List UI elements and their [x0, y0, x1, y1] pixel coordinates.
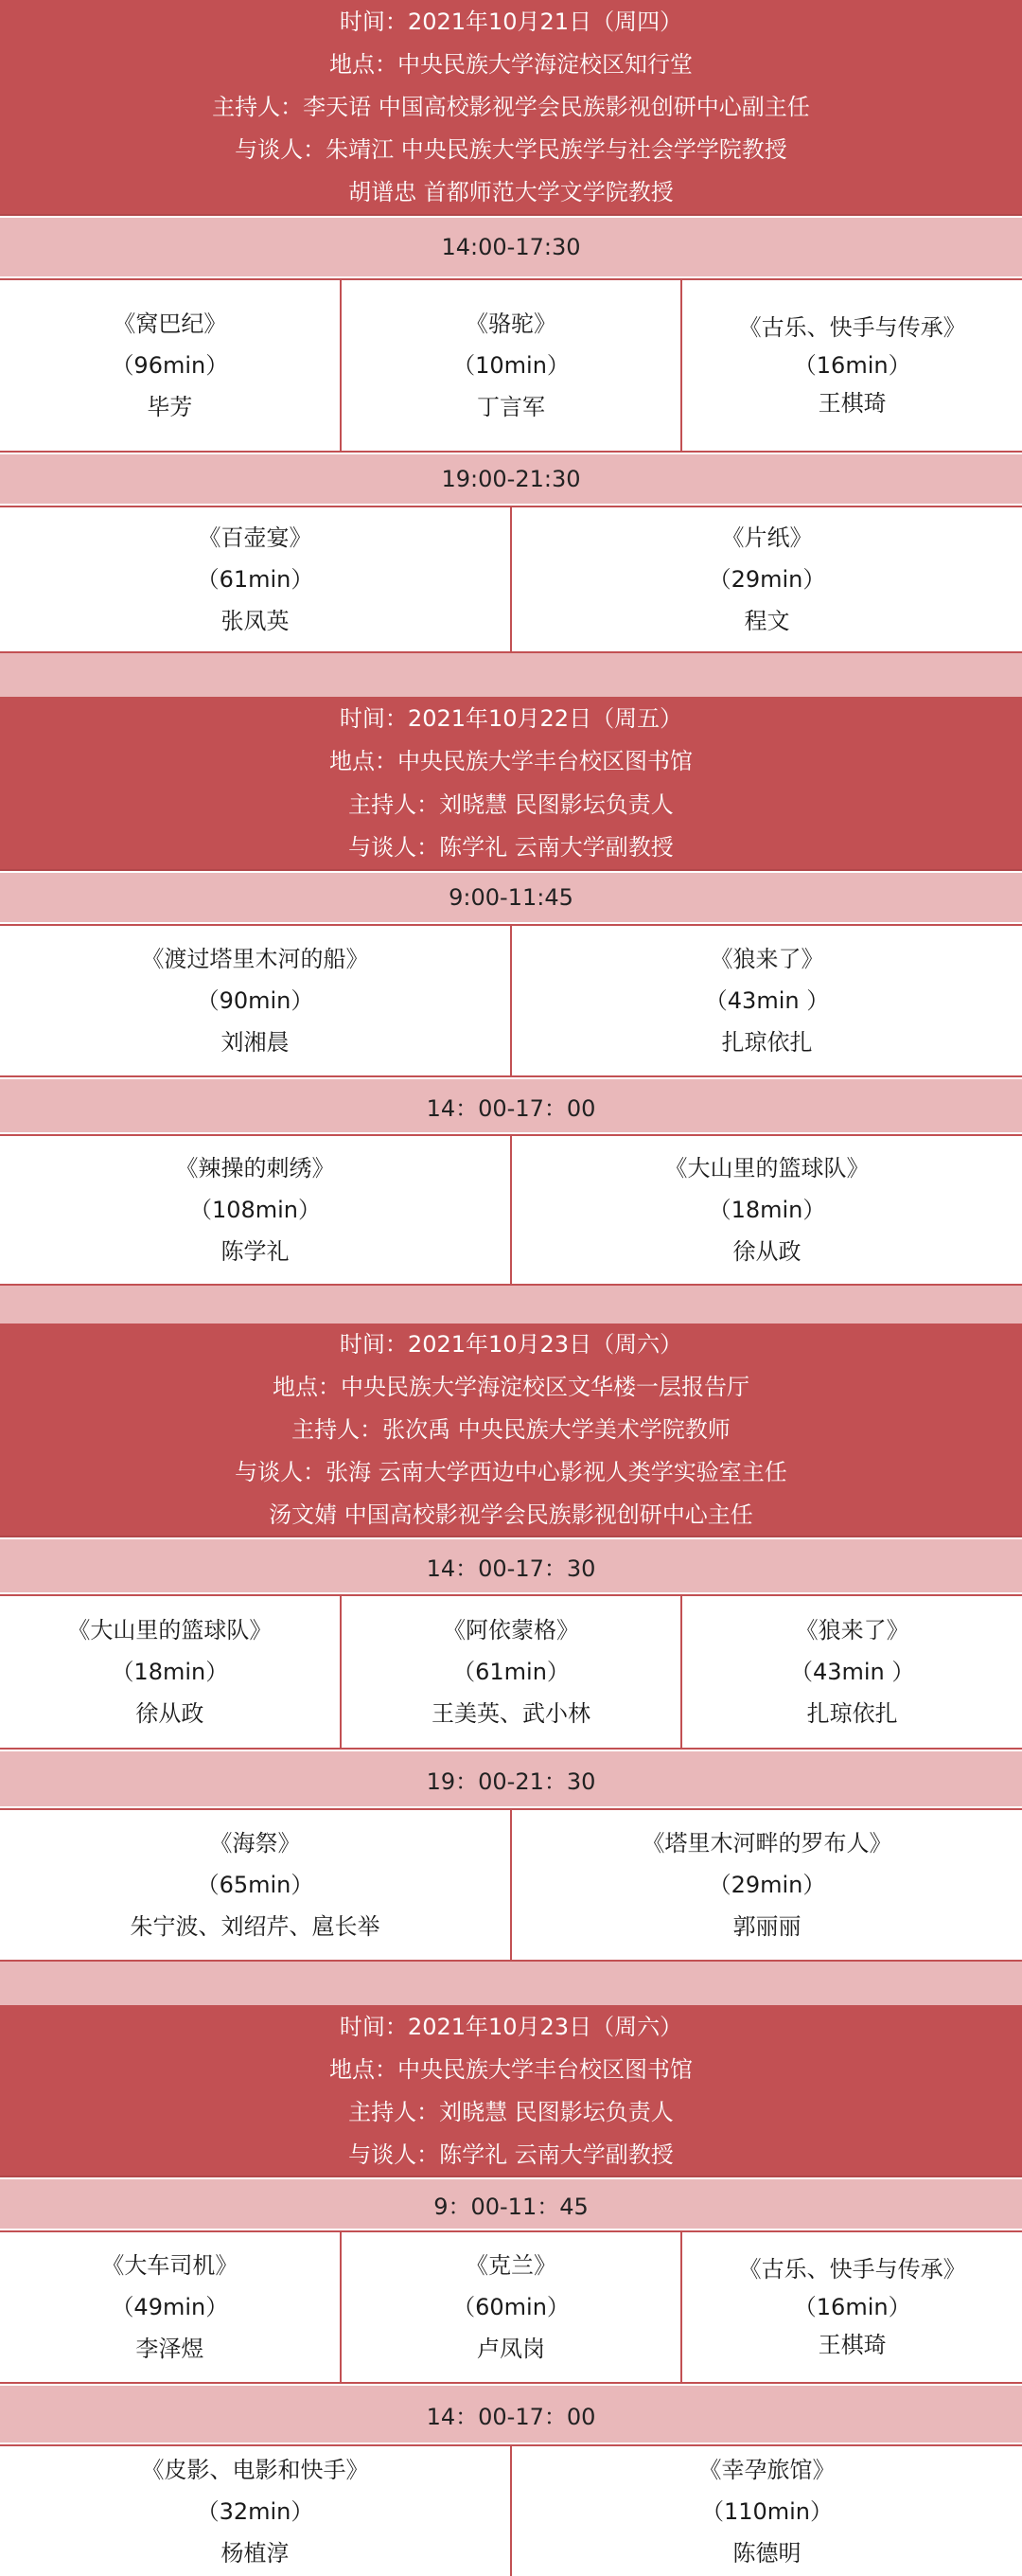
film-title: 《克兰》 [466, 2252, 556, 2279]
film-title: 《窝巴纪》 [113, 311, 227, 337]
film-director: 徐从政 [135, 1700, 204, 1727]
film-cell [0, 2232, 340, 2382]
film-duration: （90min） [196, 987, 314, 1014]
film-cell [510, 1810, 1022, 1960]
session-header [0, 1324, 1022, 1537]
film-duration: （18min） [111, 1659, 229, 1685]
film-cell [510, 2446, 1022, 2576]
film-title: 《狼来了》 [710, 946, 824, 972]
session-host: 主持人：李天语 中国高校影视学会民族影视创研中心副主任 [212, 93, 810, 120]
session-discussant: 与谈人：朱靖江 中央民族大学民族学与社会学学院教授 [235, 136, 787, 164]
film-cell [340, 2232, 681, 2382]
film-duration: （110min） [700, 2497, 834, 2525]
film-row [0, 2444, 1022, 2576]
time-slot: 9：00-11：45 [0, 2177, 1022, 2230]
session-time: 时间：2021年10月22日（周五） [339, 704, 683, 732]
session-header [0, 2005, 1022, 2177]
film-cell [0, 1596, 340, 1748]
film-cell [0, 1810, 510, 1960]
film-title: 《古乐、快手与传承》 [738, 314, 966, 341]
film-director: 毕芳 [147, 394, 193, 420]
film-title: 《塔里木河畔的罗布人》 [642, 1830, 892, 1856]
film-director: 王棋琦 [818, 2332, 887, 2358]
film-cell [0, 1136, 510, 1284]
film-cell [510, 1136, 1022, 1284]
film-director: 陈学礼 [220, 1238, 290, 1265]
film-director: 扎琼依扎 [806, 1700, 898, 1727]
film-cell [680, 2232, 1022, 2382]
film-duration: （18min） [708, 1197, 826, 1223]
film-row [0, 1594, 1022, 1750]
session-venue: 地点：中央民族大学海淀校区知行堂 [329, 50, 693, 78]
film-duration: （32min） [196, 2497, 314, 2525]
film-duration: （60min） [452, 2294, 570, 2320]
session-header [0, 0, 1022, 216]
film-row [0, 506, 1022, 653]
session-venue: 地点：中央民族大学丰台校区图书馆 [329, 2055, 693, 2083]
session-time: 时间：2021年10月23日（周六） [339, 1331, 683, 1359]
time-slot: 19：00-21：30 [0, 1750, 1022, 1808]
time-slot: 19:00-21:30 [0, 453, 1022, 506]
film-row [0, 1134, 1022, 1286]
film-title: 《幸孕旅馆》 [698, 2456, 836, 2483]
film-cell [510, 926, 1022, 1075]
film-cell [340, 280, 681, 451]
time-slot: 14:00-17:30 [0, 216, 1022, 278]
session-host: 主持人：张次禹 中央民族大学美术学院教师 [291, 1415, 731, 1443]
time-slot: 14：00-17：00 [0, 1077, 1022, 1134]
film-title: 《皮影、电影和快手》 [141, 2456, 369, 2483]
film-duration: （16min） [793, 2294, 911, 2320]
film-director: 刘湘晨 [220, 1029, 290, 1056]
film-duration: （96min） [111, 352, 229, 379]
film-title: 《狼来了》 [795, 1617, 909, 1643]
film-director: 杨植淳 [220, 2539, 290, 2567]
session-discussant: 与谈人：张海 云南大学西边中心影视人类学实验室主任 [235, 1458, 787, 1485]
film-title: 《渡过塔里木河的船》 [141, 946, 369, 972]
film-director: 王棋琦 [818, 390, 887, 417]
section-gap [0, 653, 1022, 697]
time-slot: 14：00-17：30 [0, 1537, 1022, 1594]
film-title: 《海祭》 [209, 1830, 301, 1856]
session-discussant: 与谈人：陈学礼 云南大学副教授 [348, 2141, 674, 2168]
film-duration: （10min） [452, 352, 570, 379]
film-title: 《百壶宴》 [198, 524, 312, 551]
film-duration: （29min） [708, 566, 826, 593]
film-cell [680, 1596, 1022, 1748]
film-duration: （49min） [111, 2294, 229, 2320]
film-director: 郭丽丽 [732, 1913, 802, 1940]
session-time: 时间：2021年10月21日（周四） [339, 8, 683, 35]
film-duration: （61min） [452, 1659, 570, 1685]
film-title: 《古乐、快手与传承》 [738, 2256, 966, 2283]
film-row [0, 278, 1022, 453]
film-duration: （65min） [196, 1872, 314, 1898]
film-cell [0, 280, 340, 451]
session-discussant: 与谈人：陈学礼 云南大学副教授 [348, 834, 674, 862]
film-director: 李泽煜 [135, 2336, 204, 2362]
film-cell [510, 507, 1022, 651]
film-duration: （43min ） [789, 1659, 915, 1685]
film-director: 张凤英 [220, 608, 290, 634]
film-duration: （108min） [188, 1197, 322, 1223]
film-row [0, 2230, 1022, 2384]
film-director: 王美英、武小林 [432, 1700, 590, 1727]
section-gap [0, 1286, 1022, 1324]
film-cell [0, 507, 510, 651]
film-title: 《大山里的篮球队》 [67, 1617, 273, 1643]
film-title: 《阿依蒙格》 [443, 1617, 579, 1643]
session-venue: 地点：中央民族大学海淀校区文华楼一层报告厅 [273, 1374, 749, 1401]
session-discussant: 胡谱忠 首都师范大学文学院教授 [348, 179, 674, 206]
film-title: 《辣操的刺绣》 [175, 1155, 335, 1181]
film-title: 《骆驼》 [466, 311, 556, 337]
film-director: 扎琼依扎 [721, 1029, 813, 1056]
film-director: 陈德明 [732, 2539, 802, 2567]
session-venue: 地点：中央民族大学丰台校区图书馆 [329, 748, 693, 775]
film-title: 《片纸》 [721, 524, 813, 551]
session-discussant: 汤文婧 中国高校影视学会民族影视创研中心主任 [269, 1501, 753, 1528]
session-host: 主持人：刘晓慧 民图影坛负责人 [348, 791, 674, 818]
film-row [0, 1808, 1022, 1962]
film-director: 程文 [744, 608, 790, 634]
section-gap [0, 1962, 1022, 2005]
film-title: 《大山里的篮球队》 [664, 1155, 870, 1181]
film-duration: （43min ） [704, 987, 830, 1014]
film-director: 卢凤岗 [477, 2336, 545, 2362]
time-slot: 14：00-17：00 [0, 2384, 1022, 2444]
session-header [0, 697, 1022, 871]
film-cell [0, 926, 510, 1075]
film-title: 《大车司机》 [101, 2252, 238, 2279]
film-cell [340, 1596, 681, 1748]
film-cell [0, 2446, 510, 2576]
session-time: 时间：2021年10月23日（周六） [339, 2013, 683, 2040]
film-duration: （61min） [196, 566, 314, 593]
session-host: 主持人：刘晓慧 民图影坛负责人 [348, 2098, 674, 2125]
film-director: 丁言军 [477, 394, 545, 420]
film-director: 朱宁波、刘绍芹、扈长举 [130, 1913, 380, 1940]
film-director: 徐从政 [732, 1238, 802, 1265]
film-cell [680, 280, 1022, 451]
film-duration: （16min） [793, 352, 911, 379]
film-duration: （29min） [708, 1872, 826, 1898]
film-row [0, 924, 1022, 1077]
time-slot: 9:00-11:45 [0, 871, 1022, 924]
